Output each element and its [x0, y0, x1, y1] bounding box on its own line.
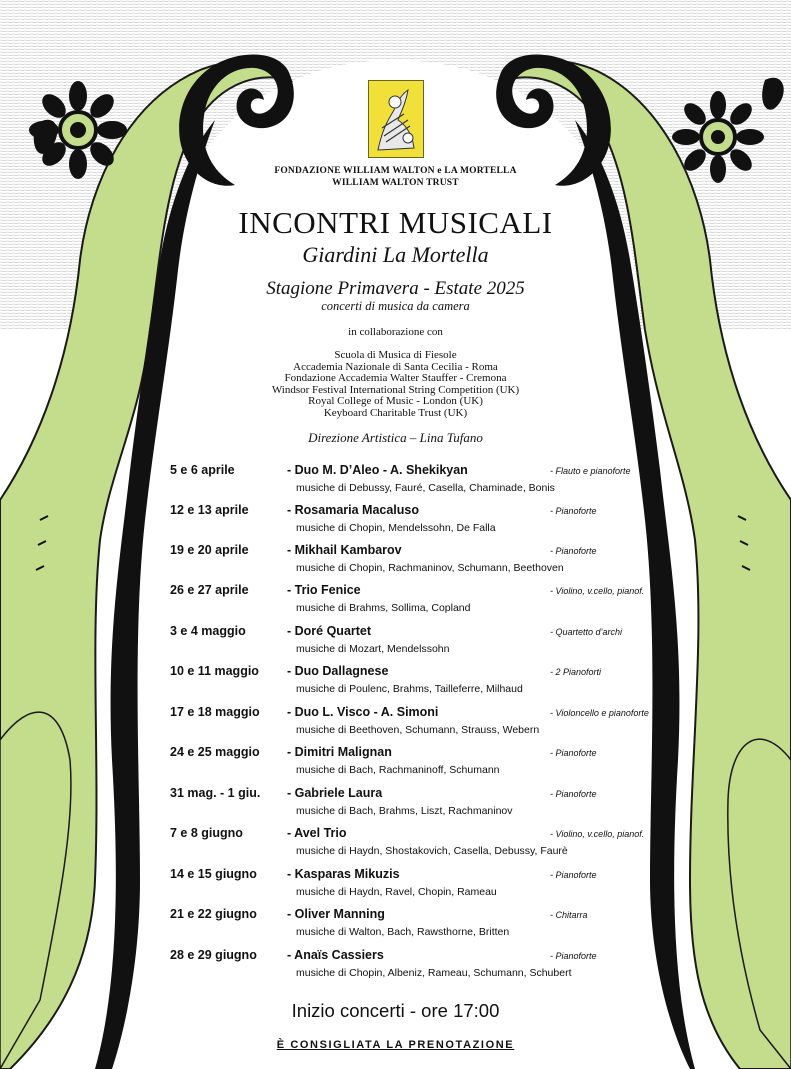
concert-date: 7 e 8 giugno	[170, 826, 243, 840]
partner-item: Fondazione Accademia Walter Stauffer - Cremona	[284, 372, 507, 385]
concert-artist: - Kasparas Mikuzis	[287, 867, 400, 881]
concert-program: musiche di Walton, Bach, Rawsthorne, Britten	[296, 926, 510, 938]
concert-date: 10 e 11 maggio	[170, 664, 259, 678]
concert-program: musiche di Poulenc, Brahms, Tailleferre, Milhaud	[296, 683, 523, 695]
concert-instrument: - Quartetto d’archi	[550, 627, 623, 637]
artistic-direction: Direzione Artistica – Lina Tufano	[308, 430, 483, 445]
concert-date: 17 e 18 maggio	[170, 705, 260, 719]
concert-artist: - Rosamaria Macaluso	[287, 503, 419, 517]
concert-program: musiche di Mozart, Mendelssohn	[296, 643, 450, 655]
partner-item: Royal College of Music - London (UK)	[308, 395, 483, 408]
concert-artist: - Avel Trio	[287, 826, 347, 840]
concert-program: musiche di Beethoven, Schumann, Strauss, Webern	[296, 724, 540, 736]
concert-program: musiche di Chopin, Mendelssohn, De Falla	[296, 522, 496, 534]
concert-date: 14 e 15 giugno	[170, 867, 257, 881]
concert-instrument: - Pianoforte	[550, 870, 597, 880]
concert-artist: - Mikhail Kambarov	[287, 543, 402, 557]
concert-instrument: - Pianoforte	[550, 546, 597, 556]
concert-instrument: - Pianoforte	[550, 951, 597, 961]
page-subtitle: Giardini La Mortella	[302, 242, 489, 267]
concert-date: 31 mag. - 1 giu.	[170, 786, 261, 800]
concert-instrument: - Pianoforte	[550, 506, 597, 516]
partner-item: Accademia Nazionale di Santa Cecilia - Roma	[293, 360, 498, 373]
concert-artist: - Doré Quartet	[287, 624, 372, 638]
concert-program: musiche di Debussy, Fauré, Casella, Chaminade, Bonis	[296, 482, 555, 494]
concert-program: musiche di Brahms, Sollima, Copland	[296, 602, 471, 614]
concert-artist: - Oliver Manning	[287, 907, 385, 921]
season-title: Stagione Primavera - Estate 2025	[266, 278, 525, 299]
concert-date: 19 e 20 aprile	[170, 543, 249, 557]
partner-item: Windsor Festival International String Competition (UK)	[271, 383, 520, 396]
partner-item: Keyboard Charitable Trust (UK)	[323, 406, 468, 419]
foundation-line-2: WILLIAM WALTON TRUST	[332, 178, 459, 188]
concert-artist: - Dimitri Malignan	[287, 745, 392, 759]
foundation-line-1: FONDAZIONE WILLIAM WALTON e LA MORTELLA	[274, 166, 517, 176]
concert-instrument: - Flauto e pianoforte	[550, 466, 631, 476]
season-note: concerti di musica da camera	[321, 299, 470, 313]
concert-program: musiche di Haydn, Shostakovich, Casella, Debussy, Faurè	[296, 845, 568, 857]
concert-date: 12 e 13 aprile	[170, 503, 249, 517]
logo-emblem	[368, 80, 424, 158]
concert-date: 3 e 4 maggio	[170, 624, 246, 638]
concert-instrument: - Violoncello e pianoforte	[550, 708, 649, 718]
concert-instrument: - Pianoforte	[550, 748, 597, 758]
concert-date: 26 e 27 aprile	[170, 583, 249, 597]
concert-instrument: - Violino, v.cello, pianof.	[550, 586, 645, 596]
concert-instrument: - Pianoforte	[550, 789, 597, 799]
concert-instrument: - Chitarra	[550, 910, 588, 920]
concert-instrument: - 2 Pianoforti	[550, 667, 602, 677]
concert-date: 24 e 25 maggio	[170, 745, 260, 759]
concert-date: 28 e 29 giugno	[170, 948, 257, 962]
concert-start-time: Inizio concerti - ore 17:00	[291, 1000, 500, 1021]
concert-artist: - Gabriele Laura	[287, 786, 383, 800]
partners-list	[0, 350, 791, 420]
concert-program: musiche di Bach, Rachmaninoff, Schumann	[296, 764, 500, 776]
concert-artist: - Duo Dallagnese	[287, 664, 389, 678]
concert-artist: - Duo M. D’Aleo - A. Shekikyan	[287, 463, 468, 477]
concert-program: musiche di Chopin, Albeniz, Rameau, Schumann, Schubert	[296, 967, 572, 979]
partner-item: Scuola di Musica di Fiesole	[334, 349, 457, 361]
concert-program: musiche di Chopin, Rachmaninov, Schumann, Beethoven	[296, 562, 564, 574]
concert-date: 21 e 22 giugno	[170, 907, 257, 921]
page-title: INCONTRI MUSICALI	[238, 205, 553, 240]
concert-artist: - Anaïs Cassiers	[287, 948, 384, 962]
concert-artist: - Trio Fenice	[287, 583, 361, 597]
collaboration-label: in collaborazione con	[348, 326, 443, 338]
concert-instrument: - Violino, v.cello, pianof.	[550, 829, 645, 839]
booking-note: È CONSIGLIATA LA PRENOTAZIONE	[276, 1039, 515, 1051]
concert-date: 5 e 6 aprile	[170, 463, 235, 477]
concert-artist: - Duo L. Visco - A. Simoni	[287, 705, 439, 719]
concert-program: musiche di Bach, Brahms, Liszt, Rachmaninov	[296, 805, 513, 817]
concert-program: musiche di Haydn, Ravel, Chopin, Rameau	[296, 886, 497, 898]
